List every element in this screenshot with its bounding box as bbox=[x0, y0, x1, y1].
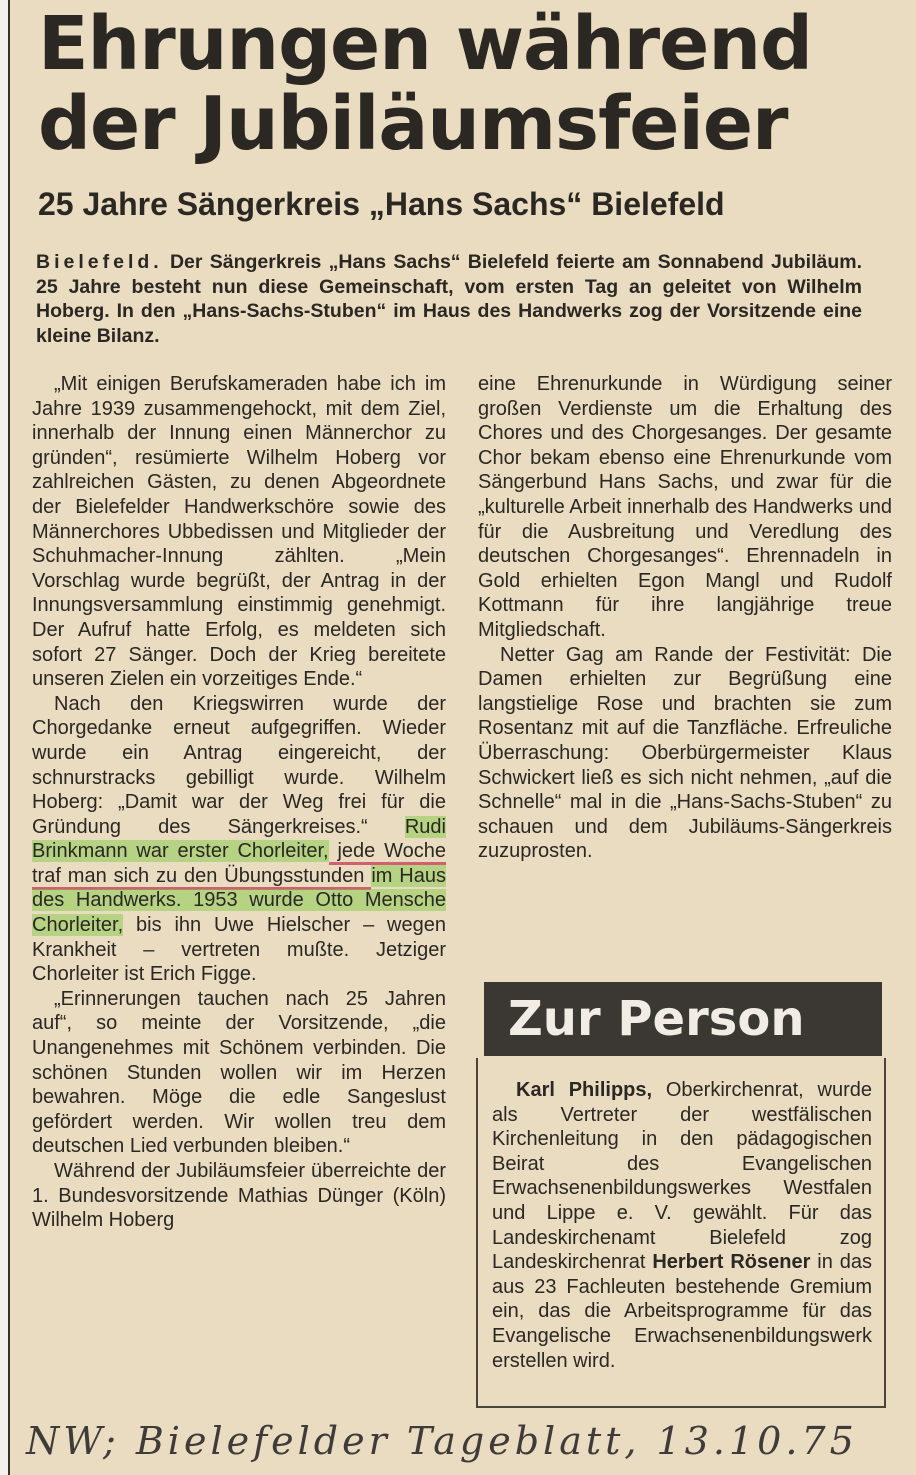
col1-paragraph-4: Während der Jubiläumsfeier überreichte der 1. Bundesvorsitzende Mathias Dünger (Köln) Wilhelm Hoberg bbox=[32, 1160, 446, 1232]
lead-text: Der Sängerkreis „Hans Sachs“ Bielefeld feierte am Sonnabend Jubiläum. 25 Jahre besteht nun diese Gemeinschaft, vom ersten Tag an geleitet von Wilhelm Hoberg. In den „Hans-Sachs-Stuben“ im Haus des Handwerks zog der Vorsitzende eine kleine Bilanz. bbox=[36, 251, 863, 347]
subheadline: 25 Jahre Sängerkreis „Hans Sachs“ Bielefeld bbox=[38, 186, 725, 222]
highlight-brinkmann: Rudi Brinkmann war erster Chorleiter, bbox=[32, 815, 446, 863]
article-column-1 bbox=[32, 372, 446, 1233]
col1-p2-text-c: bis ihn Uwe Hielscher – wegen Krankheit – vertreten mußte. Jetziger Chorleiter ist Erich Figge. bbox=[32, 914, 446, 986]
zur-person-name-2: Herbert Rösener bbox=[652, 1251, 811, 1274]
col1-paragraph-3: „Erinnerungen tauchen nach 25 Jahren auf“, so meinte der Vorsitzende, „die Unangenehmes mit Schönem verbinden. Die schönen Stunden wollen wir im Herzen bewahren. Möge die edle Sangeslust gefördert werden. Wir wollen treu dem deutschen Lied verbunden bleiben.“ bbox=[32, 987, 446, 1158]
col2-paragraph-2: Netter Gag am Rande der Festivität: Die Damen erhielten zur Begrüßung eine langstielige Rose und brachten sie zum Rosentanz mit auf die Tanzfläche. Erfreuliche Überraschung: Oberbürgermeister Klaus Schwickert ließ es sich nicht nehmen, „auf die Schnelle“ mal in die „Hans-Sachs-Stuben“ zu schauen und dem Jubiläums-Sängerkreis zuzuprosten. bbox=[478, 643, 892, 863]
article-column-2 bbox=[478, 372, 892, 864]
zur-person-title: Zur Person bbox=[484, 982, 882, 1056]
zur-person-text-2: in das aus 23 Fachleuten bestehende Gremium ein, das die Arbeitsprogramme für das Evangelische Erwachsenenbildungswerk erstellen wird. bbox=[492, 1251, 872, 1372]
headline: Ehrungen während der Jubiläumsfeier bbox=[38, 1, 813, 167]
zur-person-text-1: Oberkirchenrat, wurde als Vertreter der westfälischen Kirchenleitung in den pädagogischen Beirat des Evangelischen Erwachsenenbildungswerkes Westfalen und Lippe e. V. gewählt. Für das Landeskirchenamt Bielefeld zog Landeskirchenrat bbox=[492, 1079, 872, 1274]
highlight-mensche: im Haus des Handwerks. 1953 wurde Otto Mensche Chorleiter, bbox=[32, 864, 446, 937]
zur-person-text bbox=[492, 1078, 872, 1373]
lead-place: Bielefeld. bbox=[36, 251, 163, 273]
col2-paragraph-1: eine Ehrenurkunde in Würdigung seiner großen Verdienste um die Erhaltung des Chores und des Chorgesanges. Der gesamte Chor bekam ebenso eine Ehrenurkunde vom Sängerbund Hans Sachs, und zwar für die „kulturelle Arbeit innerhalb des Handwerks und für die Ausbreitung und Veredlung des deutschen Chorgesanges“. Ehrennadeln in Gold erhielten Egon Mangl und Rudolf Kottmann für ihre langjährige treue Mitgliedschaft. bbox=[478, 373, 892, 641]
col1-p2-text-b: jede Woche traf man sich zu den Übungsstunden bbox=[32, 840, 446, 890]
col1-paragraph-1: „Mit einigen Berufskameraden habe ich im Jahre 1939 zusammengehockt, mit dem Ziel, innerhalb der Innung einen Männerchor zu gründen“, resümierte Wilhelm Hoberg vor zahlreichen Gästen, zu denen Abgeordnete der Bielefelder Handwerkschöre sowie des Männerchores Ubbedissen und Mitglieder der Schuhmacher-Innung zählten. „Mein Vorschlag wurde begrüßt, der Antrag in der Innungsversammlung einstimmig genehmigt. Der Aufruf hatte Erfolg, es meldeten sich sofort 27 Sänger. Doch der Krieg bereitete unseren Zielen ein vorzeitiges Ende.“ bbox=[32, 373, 446, 691]
col1-p2-text-a: Nach den Kriegswirren wurde der Chorgedanke erneut aufgegriffen. Wieder wurde ein Antrag eingereicht, der schnurstracks gebilligt wurde. Wilhelm Hoberg: „Damit war der Weg frei für die Gründung des Sängerkreises.“ bbox=[32, 692, 446, 838]
zur-person-name-1: Karl Philipps, bbox=[516, 1079, 653, 1101]
col1-paragraph-2 bbox=[32, 692, 446, 987]
lead-paragraph bbox=[36, 250, 862, 348]
handwritten-source-note: NW; Bielefelder Tageblatt, 13.10.75 bbox=[26, 1419, 858, 1463]
